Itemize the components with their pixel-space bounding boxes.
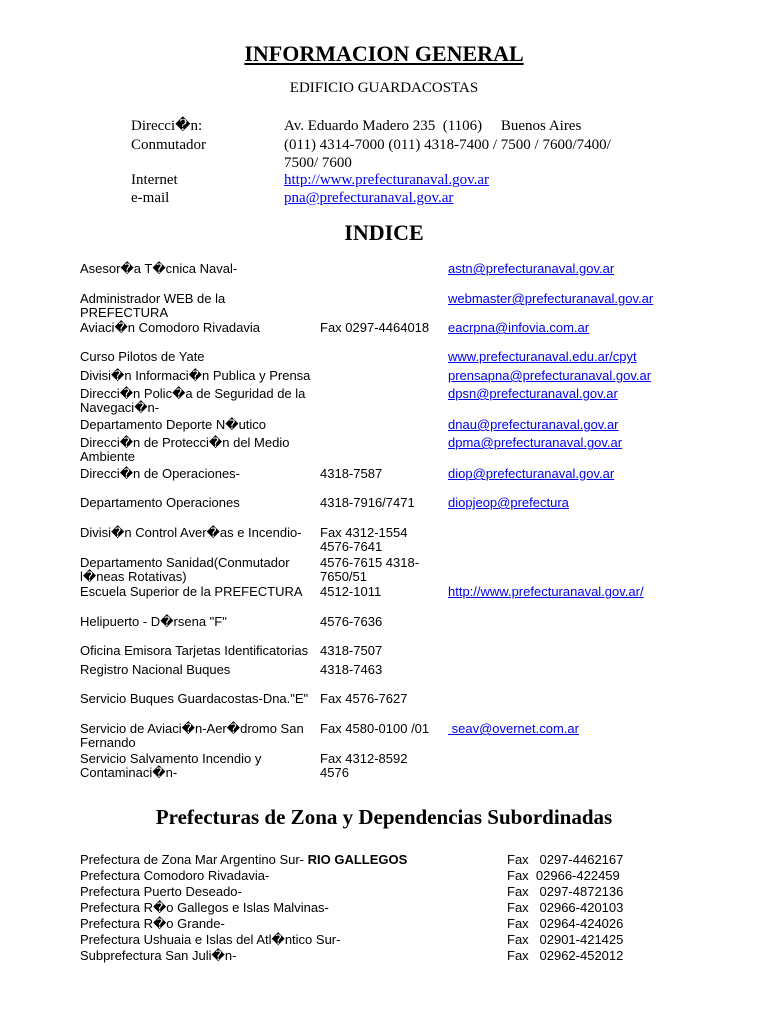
- zona-row-name: [80, 853, 407, 867]
- zona-row-city: RIO GALLEGOS: [307, 852, 408, 867]
- indice-row-name: Direcci�n de Protecci�n del Medio Ambiente: [80, 435, 290, 464]
- zona-row-label: Prefectura Comodoro Rivadavia-: [80, 868, 270, 883]
- indice-row-name: Servicio de Aviaci�n-Aer�dromo San Fernando: [80, 721, 304, 750]
- indice-row-name: Asesor�a T�cnica Naval-: [80, 261, 238, 276]
- indice-row-phone: 4318-7916/7471: [320, 495, 415, 510]
- zona-row-label: Prefectura R�o Grande-: [80, 916, 225, 931]
- indice-row-name: Aviaci�n Comodoro Rivadavia: [80, 320, 261, 335]
- indice-row-phone: 4318-7463: [320, 662, 383, 677]
- switchboard-label: Conmutador: [131, 137, 206, 153]
- address-label: Direcci�n:: [131, 118, 203, 134]
- indice-row-contact-link[interactable]: dnau@prefecturanaval.gov.ar: [448, 417, 619, 432]
- indice-row-name: Servicio Salvamento Incendio y Contaminaci�n-: [80, 751, 262, 780]
- indice-row-name: Departamento Sanidad(Conmutador l�neas Rotativas): [80, 555, 290, 584]
- zona-heading: Prefecturas de Zona y Dependencias Subordinadas: [155, 805, 613, 829]
- page-subtitle: EDIFICIO GUARDACOSTAS: [289, 80, 479, 96]
- address-value: Av. Eduardo Madero 235 (1106) Buenos Aires: [284, 118, 582, 134]
- zona-row-label: Prefectura de Zona Mar Argentino Sur-: [80, 852, 308, 867]
- indice-row-name: Servicio Buques Guardacostas-Dna."E": [80, 691, 309, 706]
- indice-row-contact-link[interactable]: diop@prefecturanaval.gov.ar: [448, 466, 615, 481]
- indice-row-phone: 4576-7615 4318-7650/51: [320, 555, 420, 584]
- indice-heading: INDICE: [344, 220, 424, 245]
- zona-row-fax: Fax 0297-4872136: [507, 884, 624, 899]
- indice-row-contact-link[interactable]: www.prefecturanaval.edu.ar/cpyt: [448, 349, 637, 364]
- indice-row-contact-link[interactable]: dpsn@prefecturanaval.gov.ar: [448, 386, 618, 401]
- indice-row-contact-link[interactable]: dpma@prefecturanaval.gov.ar: [448, 435, 623, 450]
- indice-row-phone: Fax 4576-7627: [320, 691, 408, 706]
- zona-row-name: [80, 949, 236, 963]
- indice-row-name: Registro Nacional Buques: [80, 662, 231, 677]
- zona-row-name: [80, 869, 269, 883]
- indice-row-name: Divisi�n Informaci�n Publica y Prensa: [80, 368, 311, 383]
- indice-row-contact-link[interactable]: seav@overnet.com.ar: [448, 721, 579, 736]
- zona-row-fax: Fax 02964-424026: [507, 916, 624, 931]
- indice-row-name: Direcci�n Polic�a de Seguridad de la Navegaci�n-: [80, 386, 306, 415]
- zona-row-fax: Fax 02962-452012: [507, 948, 624, 963]
- zona-row-fax: Fax 0297-4462167: [507, 852, 624, 867]
- indice-row-name: Curso Pilotos de Yate: [80, 349, 205, 364]
- email-link[interactable]: pna@prefecturanaval.gov.ar: [284, 190, 454, 206]
- indice-row-phone: 4512-1011: [320, 584, 382, 599]
- indice-row-phone: 4576-7636: [320, 614, 383, 629]
- zona-row-name: [80, 933, 340, 947]
- internet-label: Internet: [131, 172, 178, 188]
- zona-row-label: Subprefectura San Juli�n-: [80, 948, 237, 963]
- zona-row-fax: Fax 02901-421425: [507, 932, 624, 947]
- zona-row-label: Prefectura R�o Gallegos e Islas Malvinas-: [80, 900, 329, 915]
- indice-row-contact-link[interactable]: webmaster@prefecturanaval.gov.ar: [448, 291, 654, 306]
- indice-row-name: Departamento Deporte N�utico: [80, 417, 267, 432]
- indice-row-name: Oficina Emisora Tarjetas Identificatorias: [80, 643, 309, 658]
- zona-row-name: [80, 885, 242, 899]
- zona-row-label: Prefectura Ushuaia e Islas del Atl�ntico Sur-: [80, 932, 341, 947]
- email-label: e-mail: [131, 190, 170, 206]
- indice-row-phone: Fax 4580-0100 /01: [320, 721, 430, 736]
- indice-row-phone: Fax 0297-4464018: [320, 320, 430, 335]
- zona-row-name: [80, 917, 225, 931]
- zona-row-fax: Fax 02966-420103: [507, 900, 624, 915]
- indice-row-contact-link[interactable]: http://www.prefecturanaval.gov.ar/: [448, 584, 644, 599]
- indice-row-name: Departamento Operaciones: [80, 495, 240, 510]
- indice-row-name: Administrador WEB de la PREFECTURA: [80, 291, 226, 320]
- zona-row-label: Prefectura Puerto Deseado-: [80, 884, 242, 899]
- switchboard-value: (011) 4314-7000 (011) 4318-7400 / 7500 / 7600/7400/ 7500/ 7600: [284, 137, 611, 171]
- indice-row-name: Divisi�n Control Aver�as e Incendio-: [80, 525, 302, 540]
- page-title: INFORMACION GENERAL: [244, 41, 524, 66]
- indice-row-phone: Fax 4312-8592 4576: [320, 751, 408, 780]
- zona-row-name: [80, 901, 329, 915]
- website-link[interactable]: http://www.prefecturanaval.gov.ar: [284, 172, 490, 188]
- indice-row-contact-link[interactable]: prensapna@prefecturanaval.gov.ar: [448, 368, 652, 383]
- indice-row-contact-link[interactable]: eacrpna@infovia.com.ar: [448, 320, 590, 335]
- indice-row-name: Escuela Superior de la PREFECTURA: [80, 584, 303, 599]
- indice-row-name: Direcci�n de Operaciones-: [80, 466, 241, 481]
- indice-row-phone: 4318-7507: [320, 643, 383, 658]
- indice-row-contact-link[interactable]: diopjeop@prefectura: [448, 495, 569, 510]
- indice-row-name: Helipuerto - D�rsena "F": [80, 614, 227, 629]
- indice-row-phone: 4318-7587: [320, 466, 383, 481]
- zona-row-fax: Fax 02966-422459: [507, 868, 620, 883]
- indice-row-contact-link[interactable]: astn@prefecturanaval.gov.ar: [448, 261, 615, 276]
- indice-row-phone: Fax 4312-1554 4576-7641: [320, 525, 408, 554]
